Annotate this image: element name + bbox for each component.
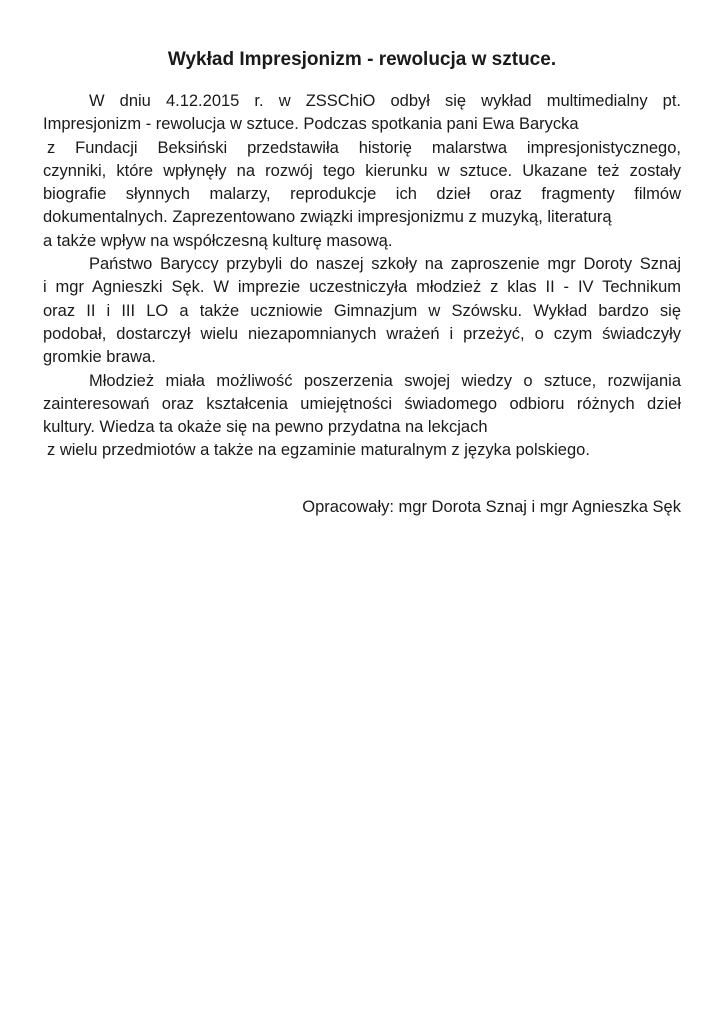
paragraph-line: oraz II i III LO a także uczniowie Gimnazjum w Szówsku. Wykład bardzo się [43, 301, 681, 320]
paragraph-line: z Fundacji Beksiński przedstawiła historię malarstwa impresjonistycznego, [47, 138, 681, 157]
paragraph-line: gromkie brawa. [43, 348, 156, 367]
document-title: Wykład Impresjonizm - rewolucja w sztuce. [167, 49, 557, 70]
paragraph-line: Młodzież miała możliwość poszerzenia swojej wiedzy o sztuce, rozwijania [89, 371, 681, 390]
paragraph-line: zainteresowań oraz kształcenia umiejętności świadomego odbioru różnych dzieł [43, 394, 681, 413]
paragraph-line: W dniu 4.12.2015 r. w ZSSChiO odbył się wykład multimedialny pt. [89, 92, 681, 110]
paragraph-line: Państwo Baryccy przybyli do naszej szkoły na zaproszenie mgr Doroty Sznaj [89, 255, 681, 274]
paragraph-line: Impresjonizm - rewolucja w sztuce. Podczas spotkania pani Ewa Barycka [43, 115, 579, 134]
paragraph-line: czynniki, które wpłynęły na rozwój tego kierunku w sztuce. Ukazane też zostały [43, 161, 681, 180]
paragraph-line: dokumentalnych. Zaprezentowano związki impresjonizmu z muzyką, literaturą [43, 208, 612, 227]
paragraph-line: kultury. Wiedza ta okaże się na pewno przydatna na lekcjach [43, 418, 488, 437]
paragraph-line: biografie słynnych malarzy, reprodukcje ich dzieł oraz fragmenty filmów [43, 185, 681, 204]
paragraph-line: z wielu przedmiotów a także na egzaminie maturalnym z języka polskiego. [47, 441, 590, 460]
paragraph-line: i mgr Agnieszki Sęk. W imprezie uczestniczyła młodzież z klas II - IV Technikum [43, 278, 681, 297]
paragraph-line: podobał, dostarczył wielu niezapomnianych wrażeń i przeżyć, o czym świadczyły [43, 324, 681, 343]
document-body [43, 90, 681, 463]
paragraph-line: a także wpływ na współczesną kulturę masową. [43, 231, 393, 250]
document-signature: Opracowały: mgr Dorota Sznaj i mgr Agnieszka Sęk [302, 498, 681, 516]
